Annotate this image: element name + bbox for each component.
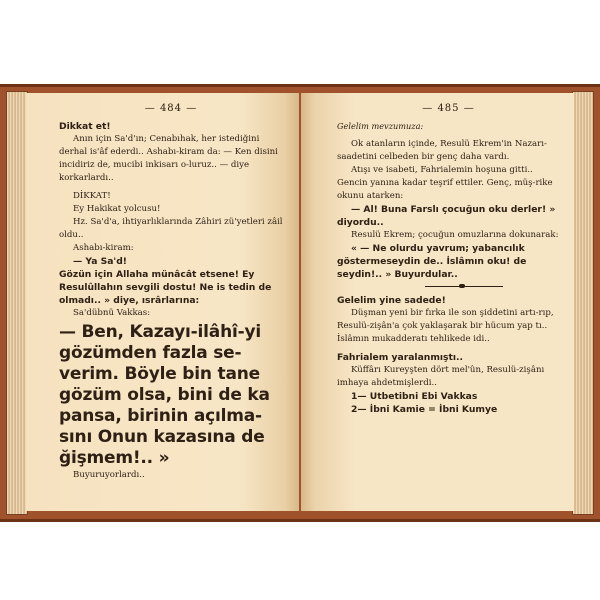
paragraph: Küffârı Kureyşten dört mel'ûn, Resulü-zişânı imhaya ahdetmişlerdi.. xyxy=(337,365,545,388)
left-page xyxy=(26,93,299,511)
paragraph: Hz. Sa'd'a, ihtiyarlıklarında Zâhiri zü'yetleri zâil oldu.. xyxy=(59,217,283,240)
paragraph: Ey Hakikat yolcusu! xyxy=(73,204,161,214)
bold-quote: — Al! Buna Farslı çocuğun oku derler! » diyordu.. xyxy=(337,204,556,228)
right-page xyxy=(301,93,574,511)
section-heading: Gelelim mevzumuza: xyxy=(337,121,424,131)
bold-quote: — Ya Sa'd! xyxy=(73,256,127,267)
paragraph: Buyuruyorlardı.. xyxy=(73,470,145,480)
bold-quote: Gözün için Allaha münâcât etsene! Ey Resulûllahın sevgili dostu! Ne is tedin de olmadı.. » diye, ısrârlarına: xyxy=(59,269,272,306)
list-item: 2— İbni Kamie = İbni Kumye xyxy=(351,404,498,415)
paragraph: Atışı ve isabeti, Fahrialemin hoşuna gitti.. Gencin yanına kadar teşrif ettiler. Genç, müş-rike okunu atarken: xyxy=(337,165,553,201)
bold-quote: « — Ne olurdu yavrum; yabancılık göstermeseydin de.. İslâmın oku! de seydin!.. » Buyurdular.. xyxy=(337,243,527,280)
heading-dikkat-et: Dikkat et! xyxy=(59,121,111,132)
large-quote: — Ben, Kazayı-ilâhî-yi gözümden fazla se-verim. Böyle bin tane gözüm olsa, bini de ka pansa, birinin açılma-sını Onun kazasına de ğişmem!.. » xyxy=(59,322,270,468)
section-heading: Gelelim yine sadede! xyxy=(337,295,446,306)
ornamental-divider xyxy=(425,286,503,287)
paragraph: Düşman yeni bir fırka ile son şiddetini artı-rıp, Resulü-zişân'a çok yaklaşarak bir hücum yap tı.. İslâmın mukadderatı tehlikede idi.. xyxy=(337,308,554,344)
paragraph: Sa'dübnü Vakkas: xyxy=(73,308,151,318)
open-book xyxy=(0,84,600,522)
page-number-left: — 484 — xyxy=(144,103,198,114)
paragraph: Anın için Sa'd'ın; Cenabıhak, her istediğini derhal is'âf ederdi.. Ashabı-kiram da: — Ken disini incidiriz de, mucibi inkisarı o-luruz.. — diye korkarlardı.. xyxy=(59,134,278,183)
book-edge-right xyxy=(572,91,594,515)
paragraph: Ashabı-kiram: xyxy=(73,243,134,253)
book-edge-left xyxy=(6,91,28,515)
page-number-right: — 485 — xyxy=(422,103,475,114)
heading-dikkat: DİKKAT! xyxy=(73,191,111,201)
paragraph: Ok atanların içinde, Resulü Ekrem'in Nazarı-saadetini celbeden bir genç daha vardı. xyxy=(337,139,547,162)
paragraph: Resulü Ekrem; çocuğun omuzlarına dokunarak: xyxy=(351,230,559,240)
list-item: 1— Utbetibni Ebi Vakkas xyxy=(351,391,478,402)
section-heading: Fahrialem yaralanmıştı.. xyxy=(337,352,464,363)
